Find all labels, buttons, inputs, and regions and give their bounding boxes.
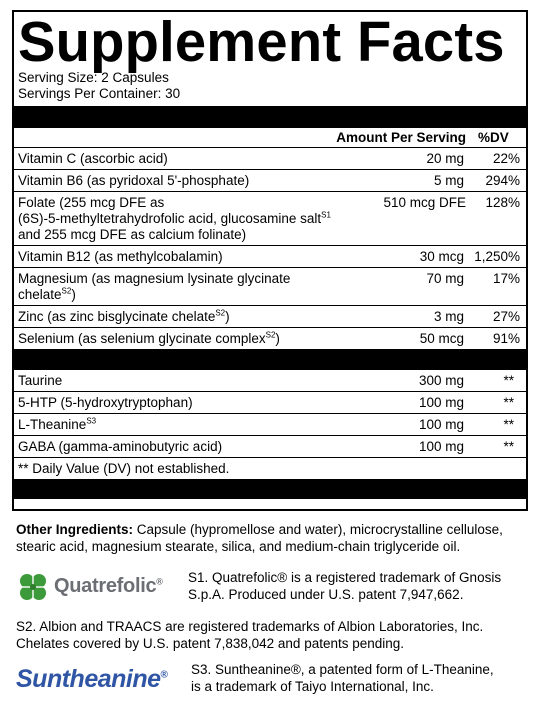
supplement-facts-panel: [12, 10, 528, 511]
nutrient-name-tail: ): [71, 287, 76, 302]
table-header: [14, 128, 526, 148]
other-ingredients: [16, 521, 526, 555]
nutrient-name: Vitamin B12 (as methylcobalamin): [18, 249, 223, 264]
nutrient-name: [18, 417, 344, 433]
table-row: [14, 328, 526, 349]
nutrient-name-tail: ): [275, 331, 280, 346]
s1-text: [188, 569, 528, 603]
table-row: [14, 392, 526, 414]
table-row: [14, 414, 526, 436]
nutrient-amount: 70 mg: [426, 271, 464, 286]
serving-size: Serving Size: 2 Capsules: [18, 70, 169, 85]
nutrient-amount: 100 mg: [418, 439, 464, 454]
table-row: [14, 148, 526, 170]
s3-text: [191, 661, 521, 695]
nutrient-dv: 1,250%: [474, 249, 520, 264]
nutrient-dv: 91%: [492, 331, 520, 346]
registered-mark: ®: [156, 576, 163, 587]
thick-divider: [14, 106, 526, 128]
thick-divider: [14, 479, 526, 499]
nutrient-dv: 128%: [485, 195, 520, 210]
nutrient-dv: **: [503, 417, 514, 432]
albion-note: [16, 618, 526, 652]
nutrient-name-tail: ): [225, 309, 230, 324]
folate-line-3: and 255 mcg DFE as calcium folinate): [18, 227, 247, 242]
nutrient-dv: 17%: [492, 271, 520, 286]
nutrient-dv: **: [503, 439, 514, 454]
nutrient-name: [18, 195, 334, 243]
nutrient-name: Taurine: [18, 373, 63, 388]
superscript: S3: [86, 416, 97, 426]
nutrient-amount: 30 mcg: [419, 249, 464, 264]
header-amount: Amount Per Serving: [336, 130, 466, 145]
nutrient-name: 5-HTP (5-hydroxytryptophan): [18, 395, 193, 410]
table-row: [14, 268, 526, 306]
thick-divider: [14, 349, 526, 370]
nutrient-amount: 5 mg: [433, 173, 464, 188]
table-row: [14, 192, 526, 246]
nutrient-amount: 100 mg: [418, 417, 464, 432]
nutrient-name-text: Zinc (as zinc bisglycinate chelate: [18, 309, 216, 324]
nutrient-name: GABA (gamma-aminobutyric acid): [18, 439, 223, 454]
superscript: S2: [61, 286, 72, 296]
servings-per-container: Servings Per Container: 30: [18, 86, 181, 101]
nutrient-amount: 3 mg: [433, 309, 464, 324]
other-ingredients-text: Capsule (hypromellose and water), microcrystalline cellulose, stearic acid, magnesium stearate, silica, and medium-chain triglyceride oil.: [16, 522, 503, 554]
superscript: S1: [321, 210, 331, 220]
panel-title: Supplement Facts: [17, 10, 505, 74]
superscript: S2: [215, 308, 226, 318]
nutrient-dv: 294%: [485, 173, 520, 188]
suntheanine-logo: [16, 665, 167, 694]
suntheanine-note: [16, 659, 526, 699]
table-row: [14, 436, 526, 458]
folate-line-2: (6S)-5-methyltetrahydrofolic acid, glucosamine salt: [18, 211, 322, 226]
s3-line-2: is a trademark of Taiyo International, Inc.: [191, 679, 434, 694]
quatrefolic-logo-text: Quatrefolic: [54, 575, 157, 597]
s1-line-1: S1. Quatrefolic® is a registered trademark of Gnosis: [188, 570, 502, 585]
nutrient-dv: **: [503, 373, 514, 388]
nutrient-amount: 50 mcg: [419, 331, 464, 346]
dv-footnote: ** Daily Value (DV) not established.: [18, 461, 230, 476]
table-row: [14, 246, 526, 268]
s1-line-2: S.p.A. Produced under U.S. patent 7,947,662.: [188, 587, 464, 602]
nutrient-amount: 300 mg: [418, 373, 464, 388]
quatrefolic-logo: [54, 575, 163, 598]
nutrient-name: [18, 271, 344, 303]
header-dv: %DV: [478, 130, 509, 145]
superscript: S2: [265, 330, 276, 340]
nutrient-dv: **: [503, 395, 514, 410]
nutrient-name: Vitamin B6 (as pyridoxal 5'-phosphate): [18, 173, 250, 188]
nutrient-name-text: Selenium (as selenium glycinate complex: [18, 331, 266, 346]
table-row: [14, 170, 526, 192]
table-row: [14, 306, 526, 328]
other-ingredients-label: Other Ingredients:: [16, 522, 134, 537]
s3-line-1: S3. Suntheanine®, a patented form of L-Theanine,: [191, 662, 494, 677]
nutrient-amount: 20 mg: [426, 151, 464, 166]
clover-icon: [16, 570, 50, 604]
nutrient-dv: 27%: [492, 309, 520, 324]
nutrient-amount: 100 mg: [418, 395, 464, 410]
nutrient-name: [18, 309, 344, 325]
folate-line-1: Folate (255 mcg DFE as: [18, 195, 165, 210]
suntheanine-logo-text: Suntheanine: [16, 665, 161, 693]
table-row: [14, 370, 526, 392]
nutrient-amount: 510 mcg DFE: [383, 195, 466, 210]
nutrient-name-text: L-Theanine: [18, 417, 87, 432]
nutrient-dv: 22%: [492, 151, 520, 166]
nutrient-name: Vitamin C (ascorbic acid): [18, 151, 168, 166]
quatrefolic-note: [16, 567, 526, 607]
s2-line-2: Chelates covered by U.S. patent 7,838,042 and patents pending.: [16, 636, 405, 651]
nutrient-name-text: Magnesium (as magnesium lysinate glycinate chelate: [18, 271, 291, 302]
s2-line-1: S2. Albion and TRAACS are registered trademarks of Albion Laboratories, Inc.: [16, 619, 484, 634]
registered-mark: ®: [160, 669, 168, 681]
nutrient-name: [18, 331, 344, 347]
